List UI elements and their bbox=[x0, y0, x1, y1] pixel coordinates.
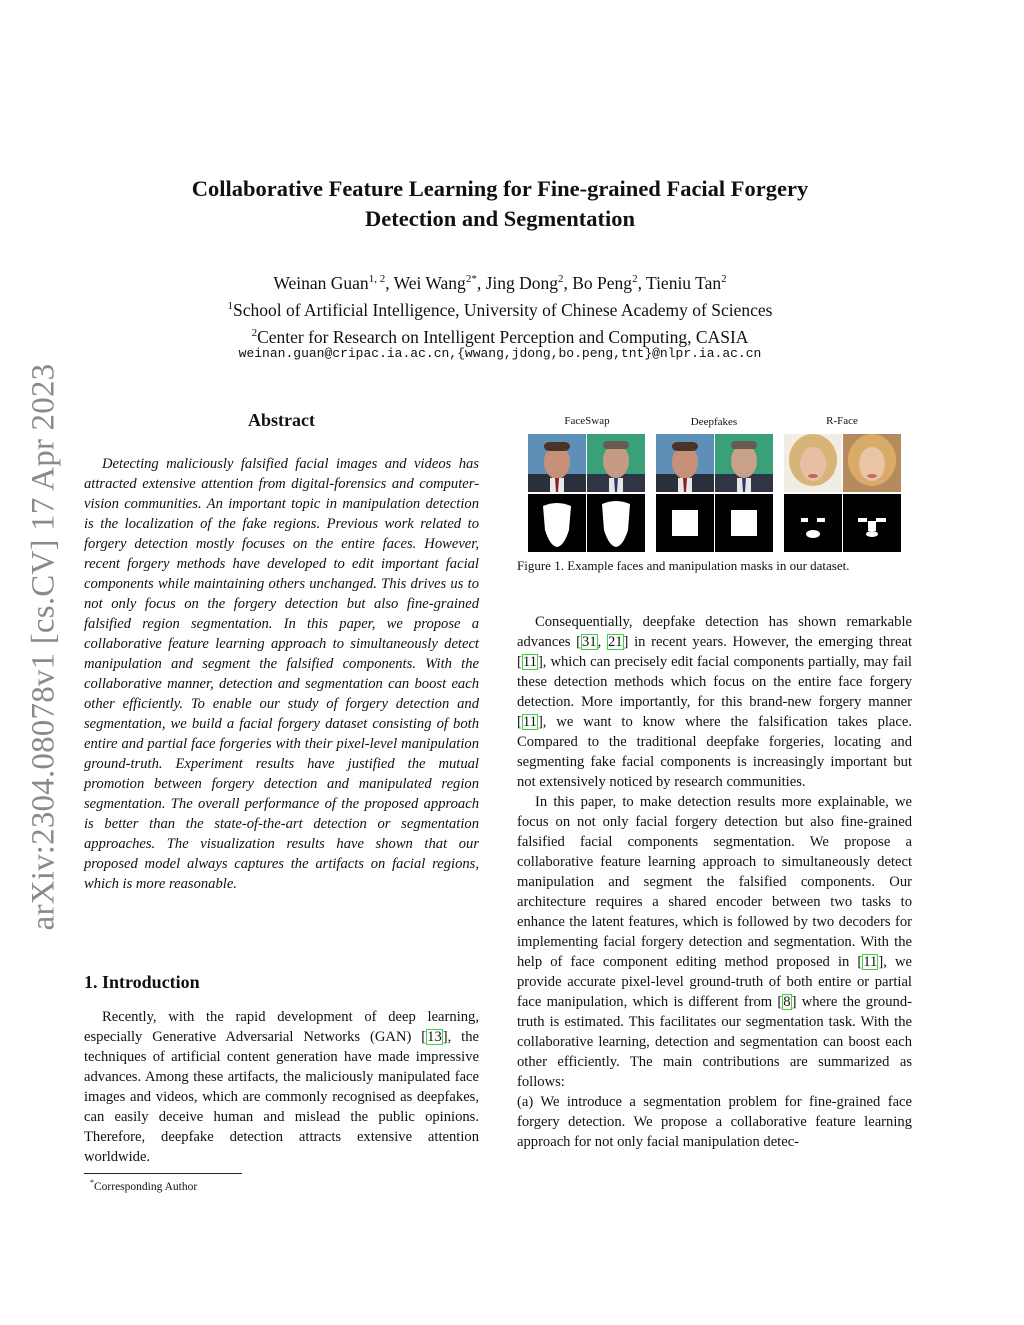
affiliation-text: Center for Research on Intelligent Perception and Computing, CASIA bbox=[257, 326, 749, 347]
arxiv-side-stamp bbox=[22, 352, 66, 942]
footnote-divider bbox=[84, 1173, 242, 1174]
text-run: Consequentially, deepfake detection has shown remarkable advances [ bbox=[517, 614, 912, 650]
arxiv-id-text: arXiv:2304.08078v1 [cs.CV] 17 Apr 2023 bbox=[25, 363, 62, 931]
mask-rface-2 bbox=[843, 494, 901, 552]
citation-link[interactable]: 11 bbox=[522, 654, 537, 670]
face-image-deepfakes-real bbox=[656, 434, 714, 492]
affil-marker: 2* bbox=[465, 273, 477, 285]
author-name: Weinan Guan bbox=[273, 272, 369, 293]
body-paragraph bbox=[517, 792, 912, 1092]
mask-deepfakes-2 bbox=[715, 494, 773, 552]
mask-deepfakes-1 bbox=[656, 494, 714, 552]
footnote-text: Corresponding Author bbox=[94, 1180, 198, 1193]
affil-marker: 2 bbox=[632, 273, 638, 285]
text-run: In this paper, to make detection results more explainable, we focus on not only facial forgery detection but also fine-grained falsified facial components segmentation. We propose a collaborative feature learning approach to simultaneously detect manipulation and segment the falsified components. Our architecture requires a shared encoder between two tasks to enhance the latent features, which is followed by two decoders for implementing facial forgery detection and segmentation. With the help of face component editing method proposed in [ bbox=[517, 794, 912, 970]
text-run: Recently, with the rapid development of deep learning, especially Generative Adversarial Networks (GAN) [ bbox=[84, 1009, 479, 1045]
contribution-item: (a) We introduce a segmentation problem for fine-grained face forgery detection. We propose a collaborative feature learning approach for not only facial manipulation detec- bbox=[517, 1094, 912, 1150]
mask-faceswap-2 bbox=[587, 494, 645, 552]
face-image-faceswap-fake bbox=[587, 434, 645, 492]
face-image-deepfakes-fake bbox=[715, 434, 773, 492]
figure-label-faceswap: FaceSwap bbox=[564, 415, 610, 427]
affiliation-2 bbox=[100, 322, 900, 349]
citation-link[interactable]: 31 bbox=[582, 634, 597, 650]
abstract-heading: Abstract bbox=[248, 410, 315, 430]
face-image-rface-real bbox=[784, 434, 842, 492]
figure-label-rface: R-Face bbox=[826, 415, 858, 427]
text-run: ], we want to know where the falsification takes place. Compared to the traditional deepfake forgeries, locating and segmenting fake facial components is increasingly important but not extensively noticed by research communities. bbox=[517, 714, 912, 790]
citation-link[interactable]: 8 bbox=[783, 994, 791, 1010]
citation-link[interactable]: 11 bbox=[522, 714, 537, 730]
author-block bbox=[100, 268, 900, 348]
title-line-2: Detection and Segmentation bbox=[365, 206, 635, 231]
text-run: ] in recent years. However, the emerging threat [ bbox=[517, 634, 912, 670]
citation-link[interactable]: 13 bbox=[427, 1029, 442, 1045]
title-line-1: Collaborative Feature Learning for Fine-grained Facial Forgery bbox=[191, 176, 809, 201]
text-run: ], which can precisely edit facial components partially, may fail these detection methods which focus on the entire face forgery detection. More importantly, for this brand-new forgery manner [ bbox=[517, 654, 912, 730]
abstract-paragraph: Detecting maliciously falsified facial images and videos has attracted extensive attention from digital-forensics and computer-vision communities. An important topic in manipulation detection is the localization of the fake regions. Previous work related to forgery detection mostly focuses on the entire faces. However, recent forgery methods have developed to edit important facial components while maintaining others unchanged. This drives us to not only focus on the forgery detection but also fine-grained falsified region segmentation. In this paper, we propose a collaborative feature learning approach to simultaneously detect manipulation and segment the falsified components. With the collaborative manner, detection and segmentation can boost each other efficiently. To enable our study of forgery detection and segmentation, we build a facial forgery dataset consisting of both entire and partial face forgeries with their pixel-level manipulation ground-truth. Experiment results have justified the mutual promotion between forgery detection and manipulated region segmentation. The overall performance of the proposed approach is better than the state-of-the-art detection or segmentation approaches. The visualization results have shown that our proposed model always captures the artifacts on facial regions, which is more reasonable. bbox=[84, 456, 479, 892]
footnote-marker: * bbox=[90, 1178, 94, 1187]
text-run: , bbox=[597, 634, 607, 650]
text-run: ], the techniques of artificial content generation have made impressive advances. Among these artifacts, the maliciously manipulated face images and videos, which are commonly recognised as deepfakes, can easily deceive human and mislead the public opinions. Therefore, deepfake detection attracts extensive attention worldwide. bbox=[84, 1029, 479, 1165]
figure-label-deepfakes: Deepfakes bbox=[690, 416, 738, 428]
citation-link[interactable]: 21 bbox=[607, 634, 623, 650]
author-emails: weinan.guan@cripac.ia.ac.cn,{wwang,jdong,bo.peng,tnt}@nlpr.ia.ac.cn bbox=[238, 346, 762, 361]
paper-title bbox=[120, 174, 880, 234]
face-image-faceswap-real bbox=[528, 434, 586, 492]
introduction-body bbox=[84, 1007, 479, 1167]
mask-faceswap-1 bbox=[528, 494, 586, 552]
right-column-body bbox=[517, 612, 912, 1152]
intro-paragraph bbox=[84, 1007, 479, 1167]
footnote bbox=[90, 1178, 197, 1193]
affil-marker: 2 bbox=[251, 326, 258, 339]
section-heading-introduction: 1. Introduction bbox=[84, 972, 200, 992]
text-run: ] where the ground-truth is estimated. This facilitates our segmentation task. With the collaborative learning, detection and segmentation can boost each other efficiently. The main contributions are summarized as follows: bbox=[517, 994, 912, 1090]
abstract-body bbox=[84, 454, 479, 894]
affil-marker: 2 bbox=[721, 273, 727, 285]
author-name: , Wei Wang bbox=[385, 272, 466, 293]
affiliation-text: School of Artificial Intelligence, University of Chinese Academy of Sciences bbox=[233, 299, 773, 320]
figure-1 bbox=[520, 412, 910, 554]
figure-1-caption: Figure 1. Example faces and manipulation masks in our dataset. bbox=[517, 558, 850, 573]
author-names bbox=[100, 268, 900, 295]
text-run: ], we provide accurate pixel-level ground-truth of both entire or partial face manipulation, which is different from [ bbox=[517, 954, 912, 1010]
affiliation-1 bbox=[100, 295, 900, 322]
mask-rface-1 bbox=[784, 494, 842, 552]
author-name: , Bo Peng bbox=[563, 272, 633, 293]
face-image-rface-fake bbox=[843, 434, 901, 492]
affil-marker: 2 bbox=[558, 273, 564, 285]
author-name: , Tieniu Tan bbox=[637, 272, 722, 293]
author-name: , Jing Dong bbox=[476, 272, 558, 293]
citation-link[interactable]: 11 bbox=[863, 954, 878, 970]
affil-marker: 1 bbox=[227, 299, 234, 312]
affil-marker: 1, 2 bbox=[368, 273, 386, 285]
body-paragraph bbox=[517, 612, 912, 792]
